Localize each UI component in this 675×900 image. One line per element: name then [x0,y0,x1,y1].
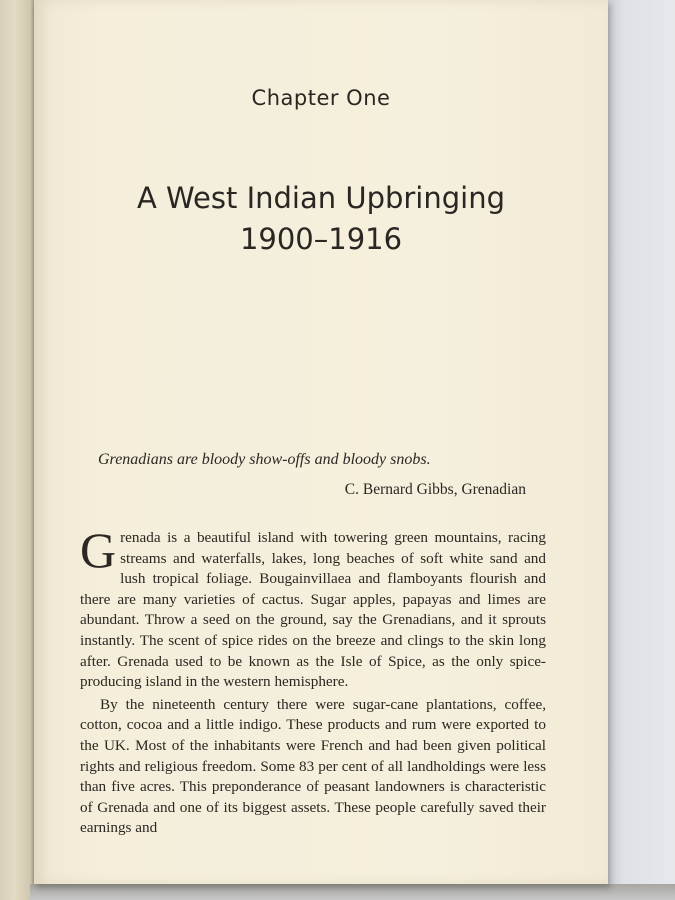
page-bottom-shadow [30,884,675,900]
chapter-title-line: A West Indian Upbringing [137,181,505,215]
book-page [34,0,608,884]
background-surface [606,0,675,900]
drop-cap: G [80,522,117,578]
facing-page-edge [0,0,36,900]
chapter-title [34,178,608,260]
chapter-label: Chapter One [251,86,391,110]
epigraph-quote: Grenadians are bloody show-offs and bloody snobs. [98,451,431,468]
body-text [80,522,546,839]
chapter-date-range: 1900–1916 [239,222,403,256]
paragraph-1 [80,522,546,693]
paragraph-2: By the nineteenth century there were sugar-cane plantations, coffee, cotton, cocoa and a little indigo. These products and rum were exported to the UK. Most of the inhabitants were French and had been given political rights and religious freedom. Some 83 per cent of all landholdings were less than five acres. This preponderance of peasant landowners is characteristic of Grenada and one of its biggest assets. These people carefully saved their earnings and [80,695,546,837]
epigraph-attribution: C. Bernard Gibbs, Grenadian [344,481,526,498]
paragraph-1-text: renada is a beautiful island with towering green mountains, racing streams and waterfalls, lakes, long beaches of soft white sand and lush tropical foliage. Bougainvillaea and flamboyants flourish and there are many varieties of cactus. Sugar apples, papayas and limes are abundant. Throw a seed on the ground, say the Grenadians, and it sprouts instantly. The scent of spice rides on the breeze and clings to the skin long after. Grenada used to be known as the Isle of Spice, as the only spice-producing island in the western hemisphere. [80,529,546,691]
